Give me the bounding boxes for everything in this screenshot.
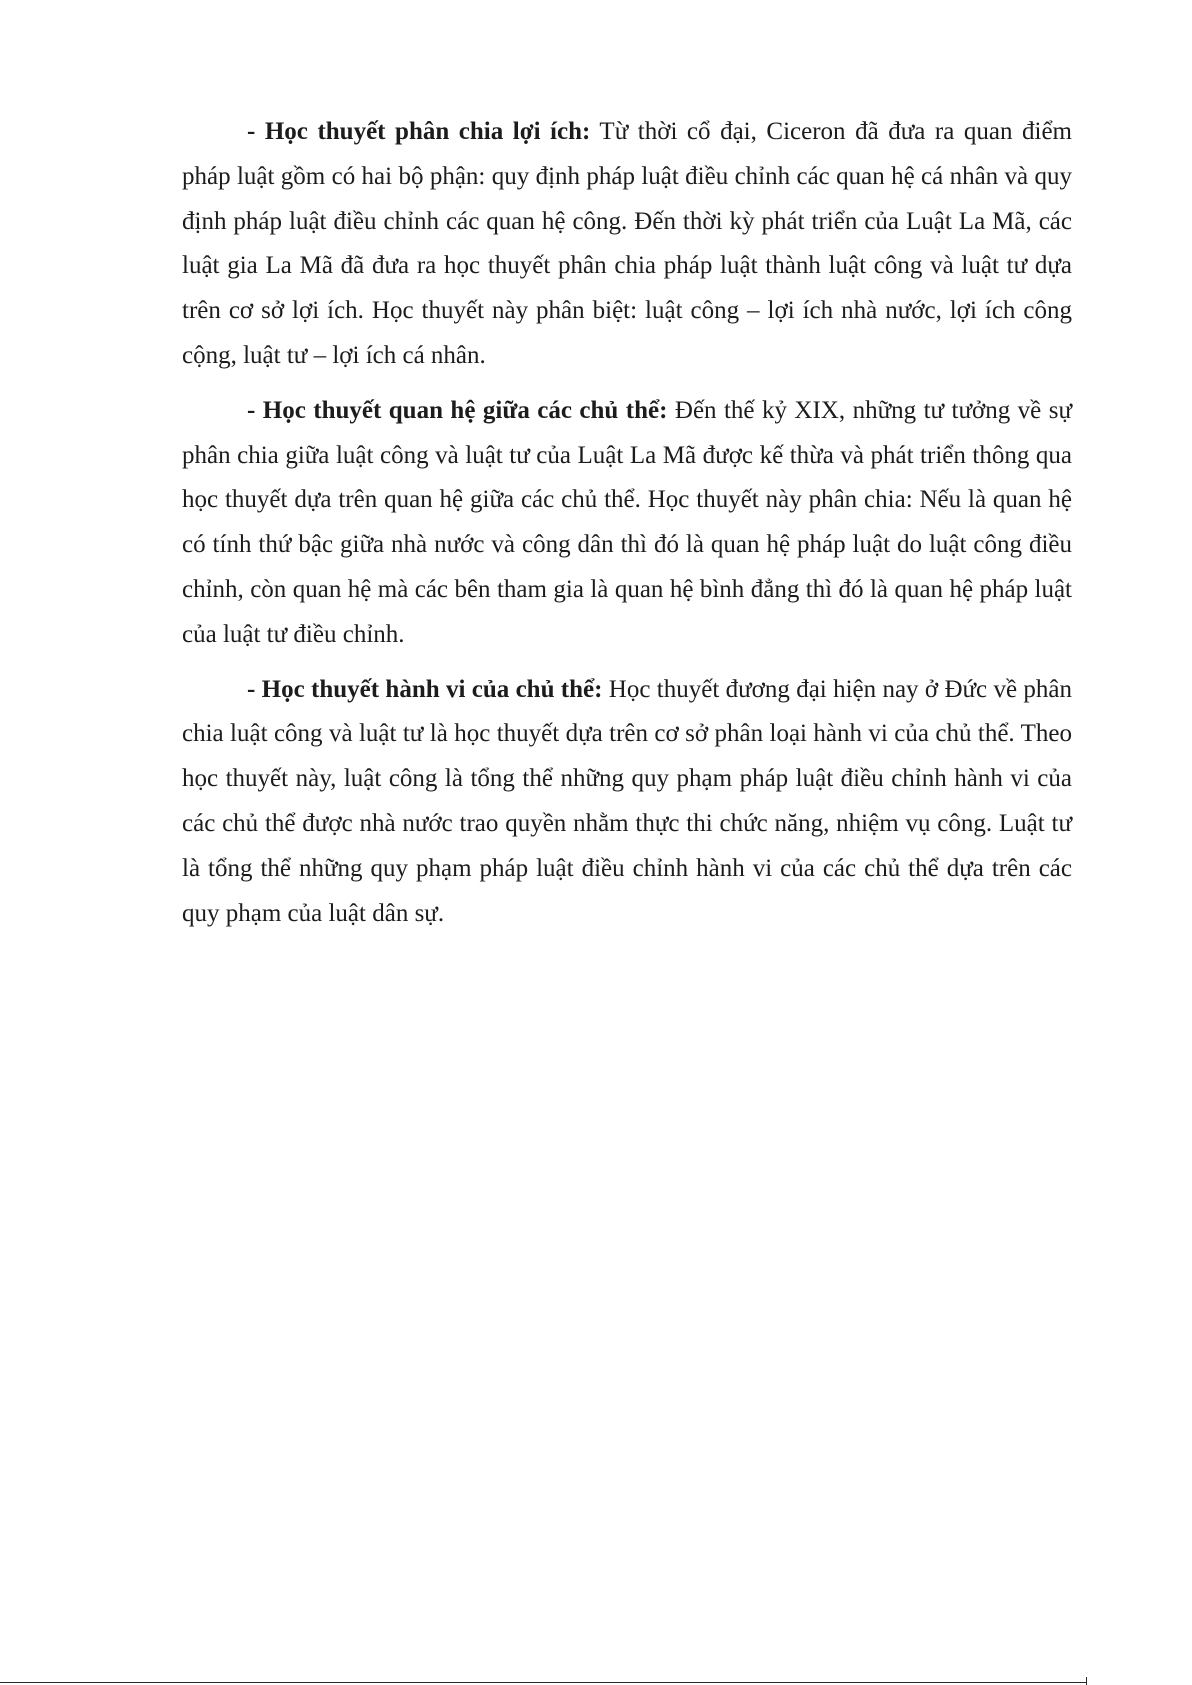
paragraph-heading: - Học thuyết hành vi của chủ thể: (247, 675, 603, 703)
paragraph-benefit-theory (182, 110, 1072, 379)
paragraph-heading: - Học thuyết phân chia lợi ích: (247, 118, 591, 145)
paragraph-subject-relations-theory (182, 389, 1072, 658)
paragraph-subject-behavior-theory (182, 668, 1072, 937)
page-corner-mark (1086, 1677, 1087, 1685)
paragraph-text: Đến thế kỷ XIX, những tư tưởng về sự phân chia giữa luật công và luật tư của Luật La Mã được kế thừa và phát triển thông qua học thuyết dựa trên quan hệ giữa các chủ thể. Học thuyết này phân chia: Nếu là quan hệ có tính thứ bậc giữa nhà nước và công dân thì đó là quan hệ pháp luật do luật công điều chỉnh, còn quan hệ mà các bên tham gia là quan hệ bình đẳng thì đó là quan hệ pháp luật của luật tư điều chỉnh. (182, 396, 1073, 648)
page-bottom-border (0, 1682, 1086, 1683)
paragraph-text: Học thuyết đương đại hiện nay ở Đức về phân chia luật công và luật tư là học thuyết dựa trên cơ sở phân loại hành vi của chủ thể. Theo học thuyết này, luật công là tổng thể những quy phạm pháp luật điều chỉnh hành vi của các chủ thể được nhà nước trao quyền nhằm thực thi chức năng, nhiệm vụ công. Luật tư là tổng thể những quy phạm pháp luật điều chỉnh hành vi của các chủ thể dựa trên các quy phạm của luật dân sự. (182, 675, 1072, 927)
paragraph-heading: - Học thuyết quan hệ giữa các chủ thể: (247, 396, 668, 424)
document-body (182, 110, 1072, 946)
paragraph-text: Từ thời cổ đại, Ciceron đã đưa ra quan điểm pháp luật gồm có hai bộ phận: quy định pháp luật điều chỉnh các quan hệ cá nhân và quy định pháp luật điều chỉnh các quan hệ công. Đến thời kỳ phát triển của Luật La Mã, các luật gia La Mã đã đưa ra học thuyết phân chia pháp luật thành luật công và luật tư dựa trên cơ sở lợi ích. Học thuyết này phân biệt: luật công – lợi ích nhà nước, lợi ích công cộng, luật tư – lợi ích cá nhân. (182, 118, 1072, 369)
